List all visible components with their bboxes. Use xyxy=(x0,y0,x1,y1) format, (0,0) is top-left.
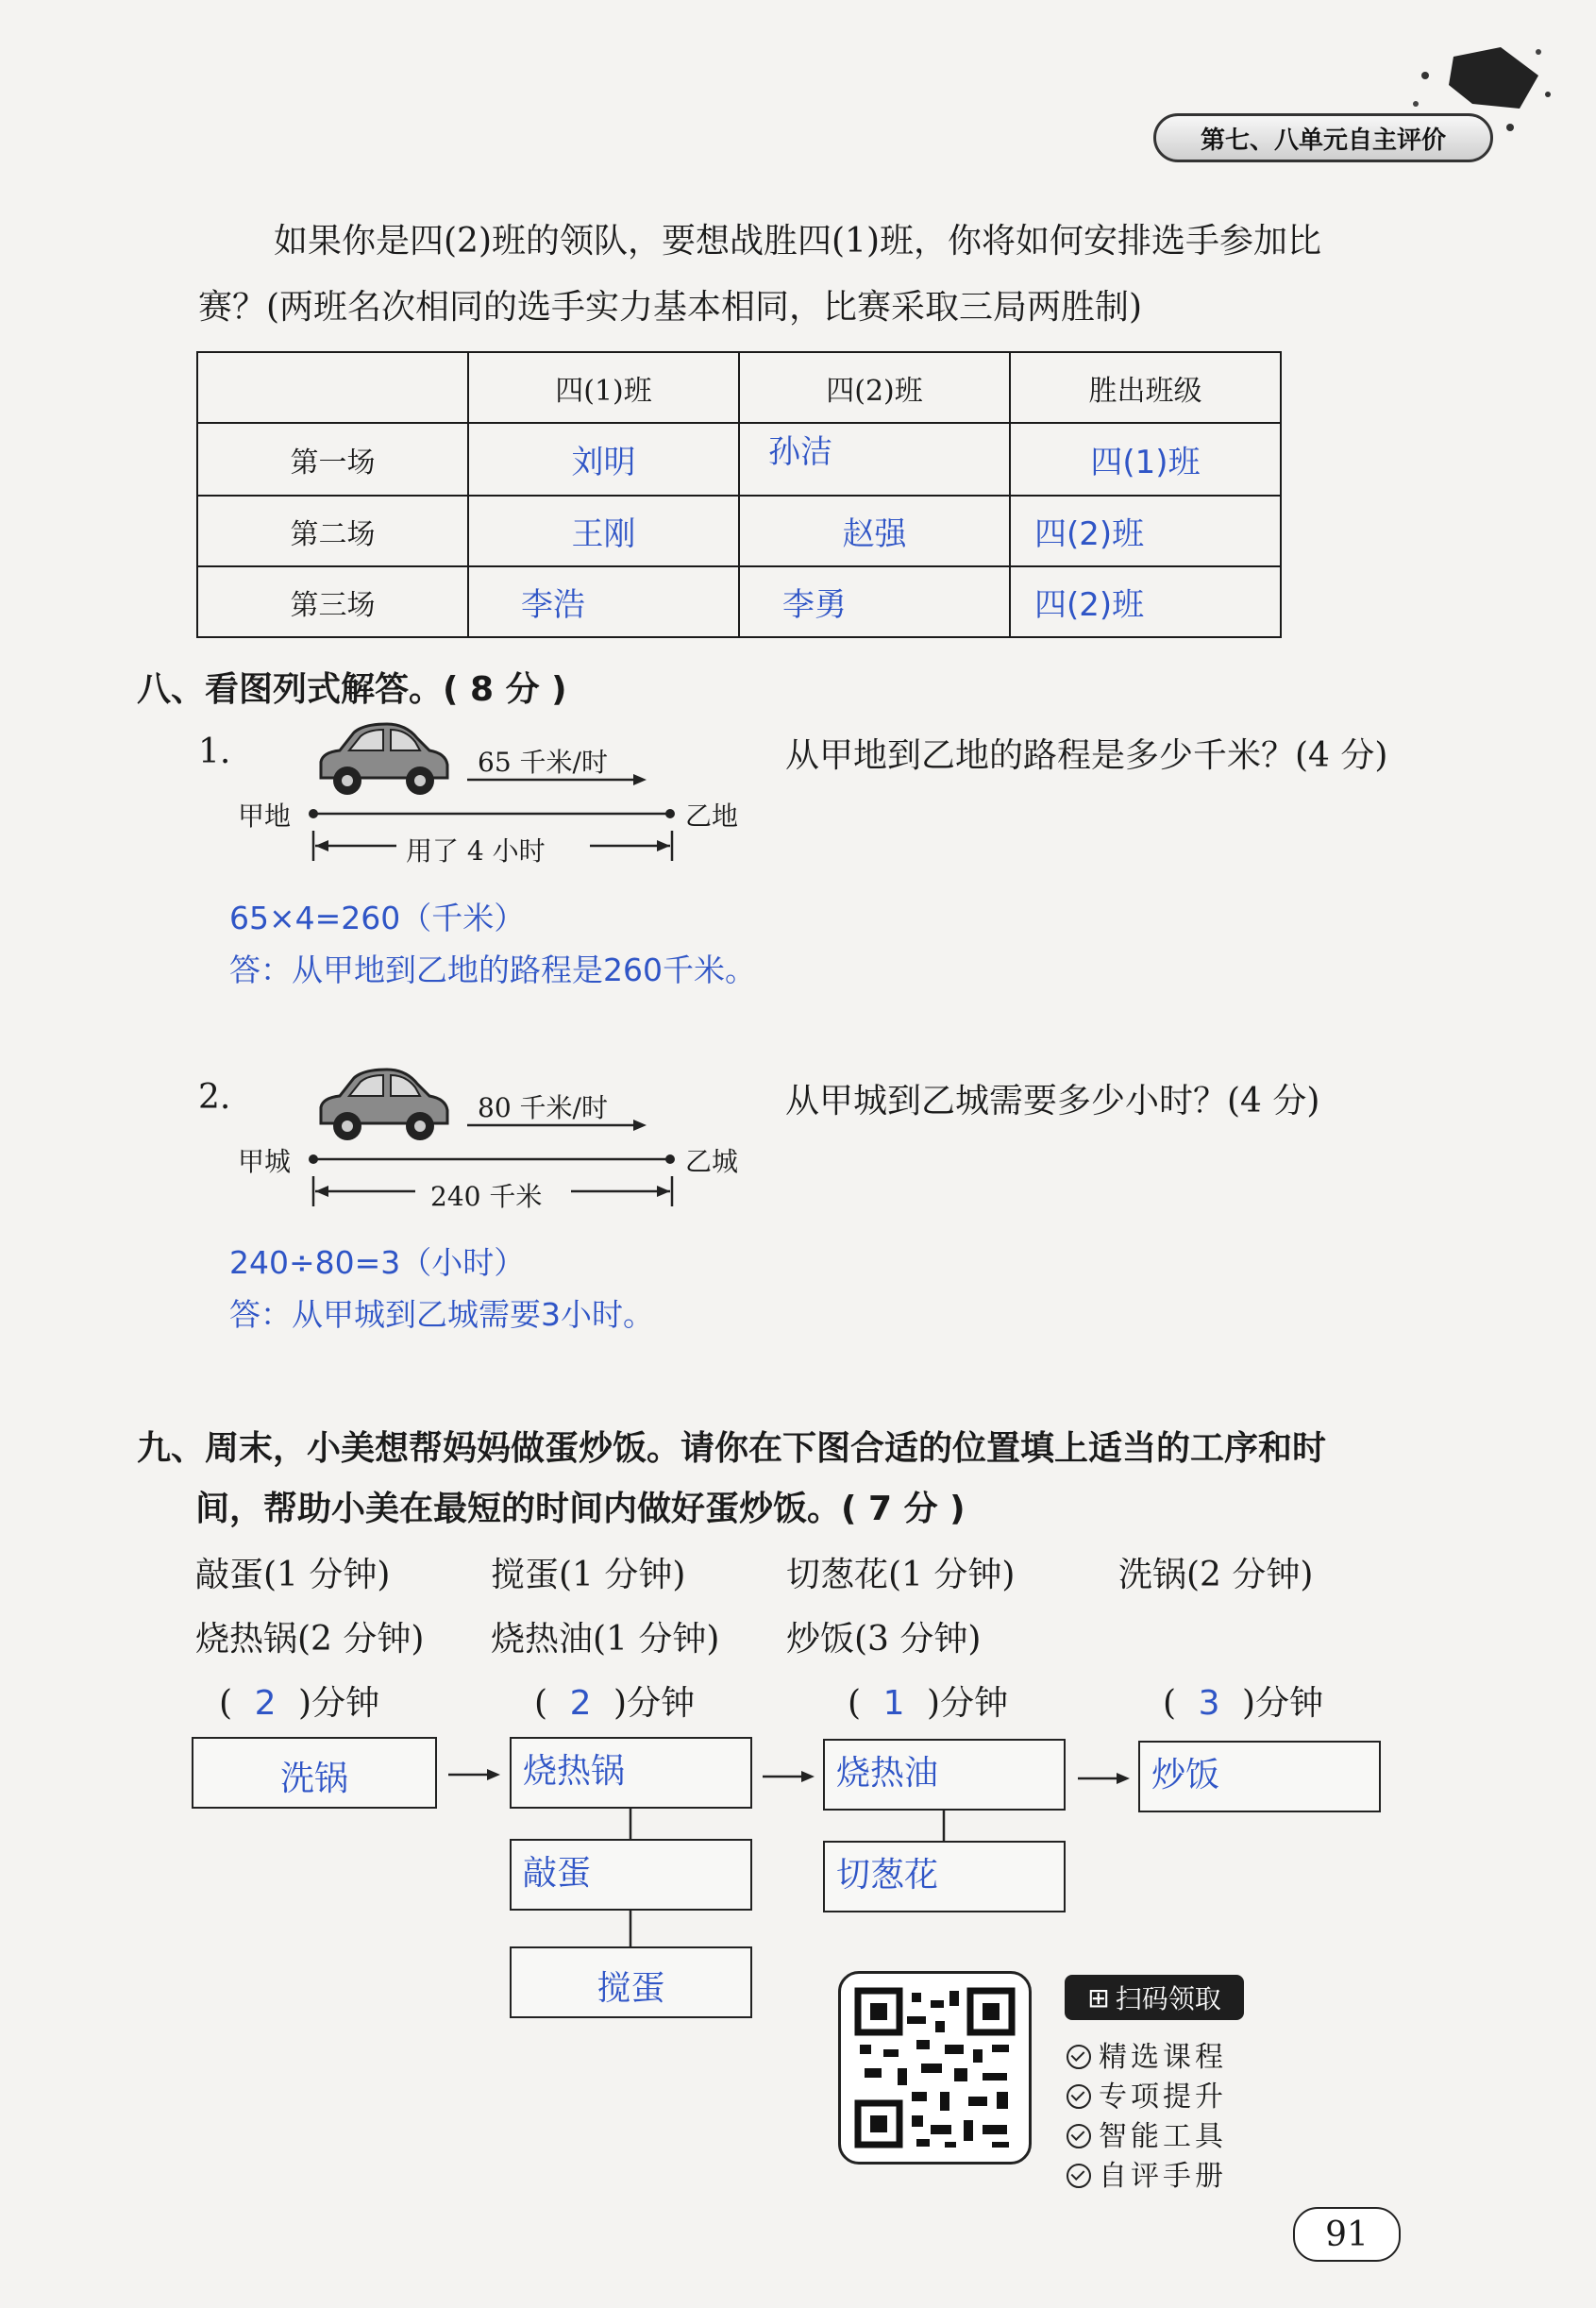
q2-work: 240÷80=3（小时） xyxy=(229,1244,526,1281)
promo-item-label: 自评手册 xyxy=(1099,2160,1227,2193)
unit-title: 第七、八单元自主评价 xyxy=(1200,126,1446,155)
q1-speed-label: 65 千米/时 xyxy=(478,747,608,778)
q1-number: 1. xyxy=(198,733,231,771)
promo-item-label: 专项提升 xyxy=(1099,2081,1227,2114)
task-item: 炒饭(3 分钟) xyxy=(786,1620,982,1659)
q2-question: 从甲城到乙城需要多少小时？(4 分) xyxy=(785,1082,1320,1120)
q1-span-label: 用了 4 小时 xyxy=(406,835,546,867)
table-header-cell: 四(1)班 xyxy=(468,352,739,423)
promo-item-label: 精选课程 xyxy=(1099,2041,1227,2074)
time-value: 1 xyxy=(882,1684,905,1723)
winner-class: 四(1)班 xyxy=(1010,423,1281,496)
step-label: 烧热锅 xyxy=(523,1752,626,1791)
time-blank-2: ( 2 )分钟 xyxy=(534,1684,696,1723)
promo-item-label: 智能工具 xyxy=(1099,2120,1227,2153)
promo-item xyxy=(1067,2152,1227,2194)
class2-player: 李勇 xyxy=(739,566,1010,637)
task-item: 洗锅(2 分钟) xyxy=(1118,1556,1314,1594)
intro-line-1: 如果你是四(2)班的领队，要想战胜四(1)班，你将如何安排选手参加比 xyxy=(274,222,1321,261)
time-unit: 分钟 xyxy=(627,1684,696,1723)
time-value: 3 xyxy=(1198,1684,1220,1723)
q2-end-label: 乙城 xyxy=(685,1146,739,1177)
time-blank-3: ( 1 )分钟 xyxy=(848,1684,1009,1723)
q1-start-label: 甲地 xyxy=(238,800,292,832)
q2-speed-label: 80 千米/时 xyxy=(478,1092,608,1123)
time-value: 2 xyxy=(569,1684,592,1723)
step-label: 搅蛋 xyxy=(596,1969,665,2008)
time-value: 2 xyxy=(254,1684,277,1723)
q2-start-label: 甲城 xyxy=(238,1146,292,1177)
q1-work: 65×4=260（千米） xyxy=(229,900,526,936)
page-number xyxy=(1293,2207,1401,2262)
table-header-cell: 四(2)班 xyxy=(739,352,1010,423)
promo-title xyxy=(1065,1975,1244,2020)
step-label: 切葱花 xyxy=(836,1856,939,1895)
time-blank-1: ( 2 )分钟 xyxy=(219,1684,380,1723)
promo-item xyxy=(1067,2113,1227,2154)
winner-class: 四(2)班 xyxy=(1010,566,1281,637)
class2-player: 孙洁 xyxy=(739,423,1010,496)
promo-title-text: 扫码领取 xyxy=(1115,1983,1221,2014)
q1-question: 从甲地到乙地的路程是多少千米？(4 分) xyxy=(785,736,1388,775)
q2-number: 2. xyxy=(198,1078,231,1117)
q2-answer: 答：从甲城到乙城需要3小时。 xyxy=(229,1296,654,1333)
q1-answer: 答：从甲地到乙地的路程是260千米。 xyxy=(229,952,756,988)
class1-player: 李浩 xyxy=(468,566,739,637)
step-label: 炒饭 xyxy=(1151,1756,1220,1794)
class1-player: 王刚 xyxy=(468,496,739,566)
check-icon xyxy=(1067,2164,1091,2188)
class1-player: 刘明 xyxy=(468,423,739,496)
check-icon xyxy=(1067,2124,1091,2148)
check-icon xyxy=(1067,2084,1091,2109)
task-item: 烧热锅(2 分钟) xyxy=(195,1620,425,1659)
task-item: 敲蛋(1 分钟) xyxy=(195,1556,391,1594)
time-unit: 分钟 xyxy=(311,1684,380,1723)
winner-class: 四(2)班 xyxy=(1010,496,1281,566)
intro-line-2: 赛？(两班名次相同的选手实力基本相同，比赛采取三局两胜制) xyxy=(198,288,1143,327)
scan-icon: ⊞ xyxy=(1087,1981,1110,2013)
step-label: 洗锅 xyxy=(279,1760,348,1798)
promo-item xyxy=(1067,2033,1227,2075)
page-number-text: 91 xyxy=(1325,2215,1369,2254)
promo-item xyxy=(1067,2073,1227,2114)
section9-title-line-1: 九、周末，小美想帮妈妈做蛋炒饭。请你在下图合适的位置填上适当的工序和时 xyxy=(137,1429,1327,1468)
time-blank-4: ( 3 )分钟 xyxy=(1163,1684,1324,1723)
q1-end-label: 乙地 xyxy=(685,800,739,832)
task-item: 烧热油(1 分钟) xyxy=(491,1620,720,1659)
section9-title-line-2: 间，帮助小美在最短的时间内做好蛋炒饭。( 7 分 ) xyxy=(195,1490,966,1528)
qr-pattern-icon xyxy=(841,1974,1029,2162)
round-label: 第一场 xyxy=(197,423,468,496)
time-unit: 分钟 xyxy=(940,1684,1009,1723)
check-icon xyxy=(1067,2045,1091,2069)
class2-player: 赵强 xyxy=(739,496,1010,566)
section8-title: 八、看图列式解答。( 8 分 ) xyxy=(137,670,567,709)
table-header-cell: 胜出班级 xyxy=(1010,352,1281,423)
round-label: 第三场 xyxy=(197,566,468,637)
q2-span-label: 240 千米 xyxy=(430,1181,543,1212)
step-label: 烧热油 xyxy=(836,1754,939,1793)
time-unit: 分钟 xyxy=(1255,1684,1324,1723)
round-label: 第二场 xyxy=(197,496,468,566)
step-label: 敲蛋 xyxy=(523,1854,592,1893)
task-item: 切葱花(1 分钟) xyxy=(786,1556,1016,1594)
task-item: 搅蛋(1 分钟) xyxy=(491,1556,686,1594)
qr-code[interactable] xyxy=(838,1971,1032,2165)
